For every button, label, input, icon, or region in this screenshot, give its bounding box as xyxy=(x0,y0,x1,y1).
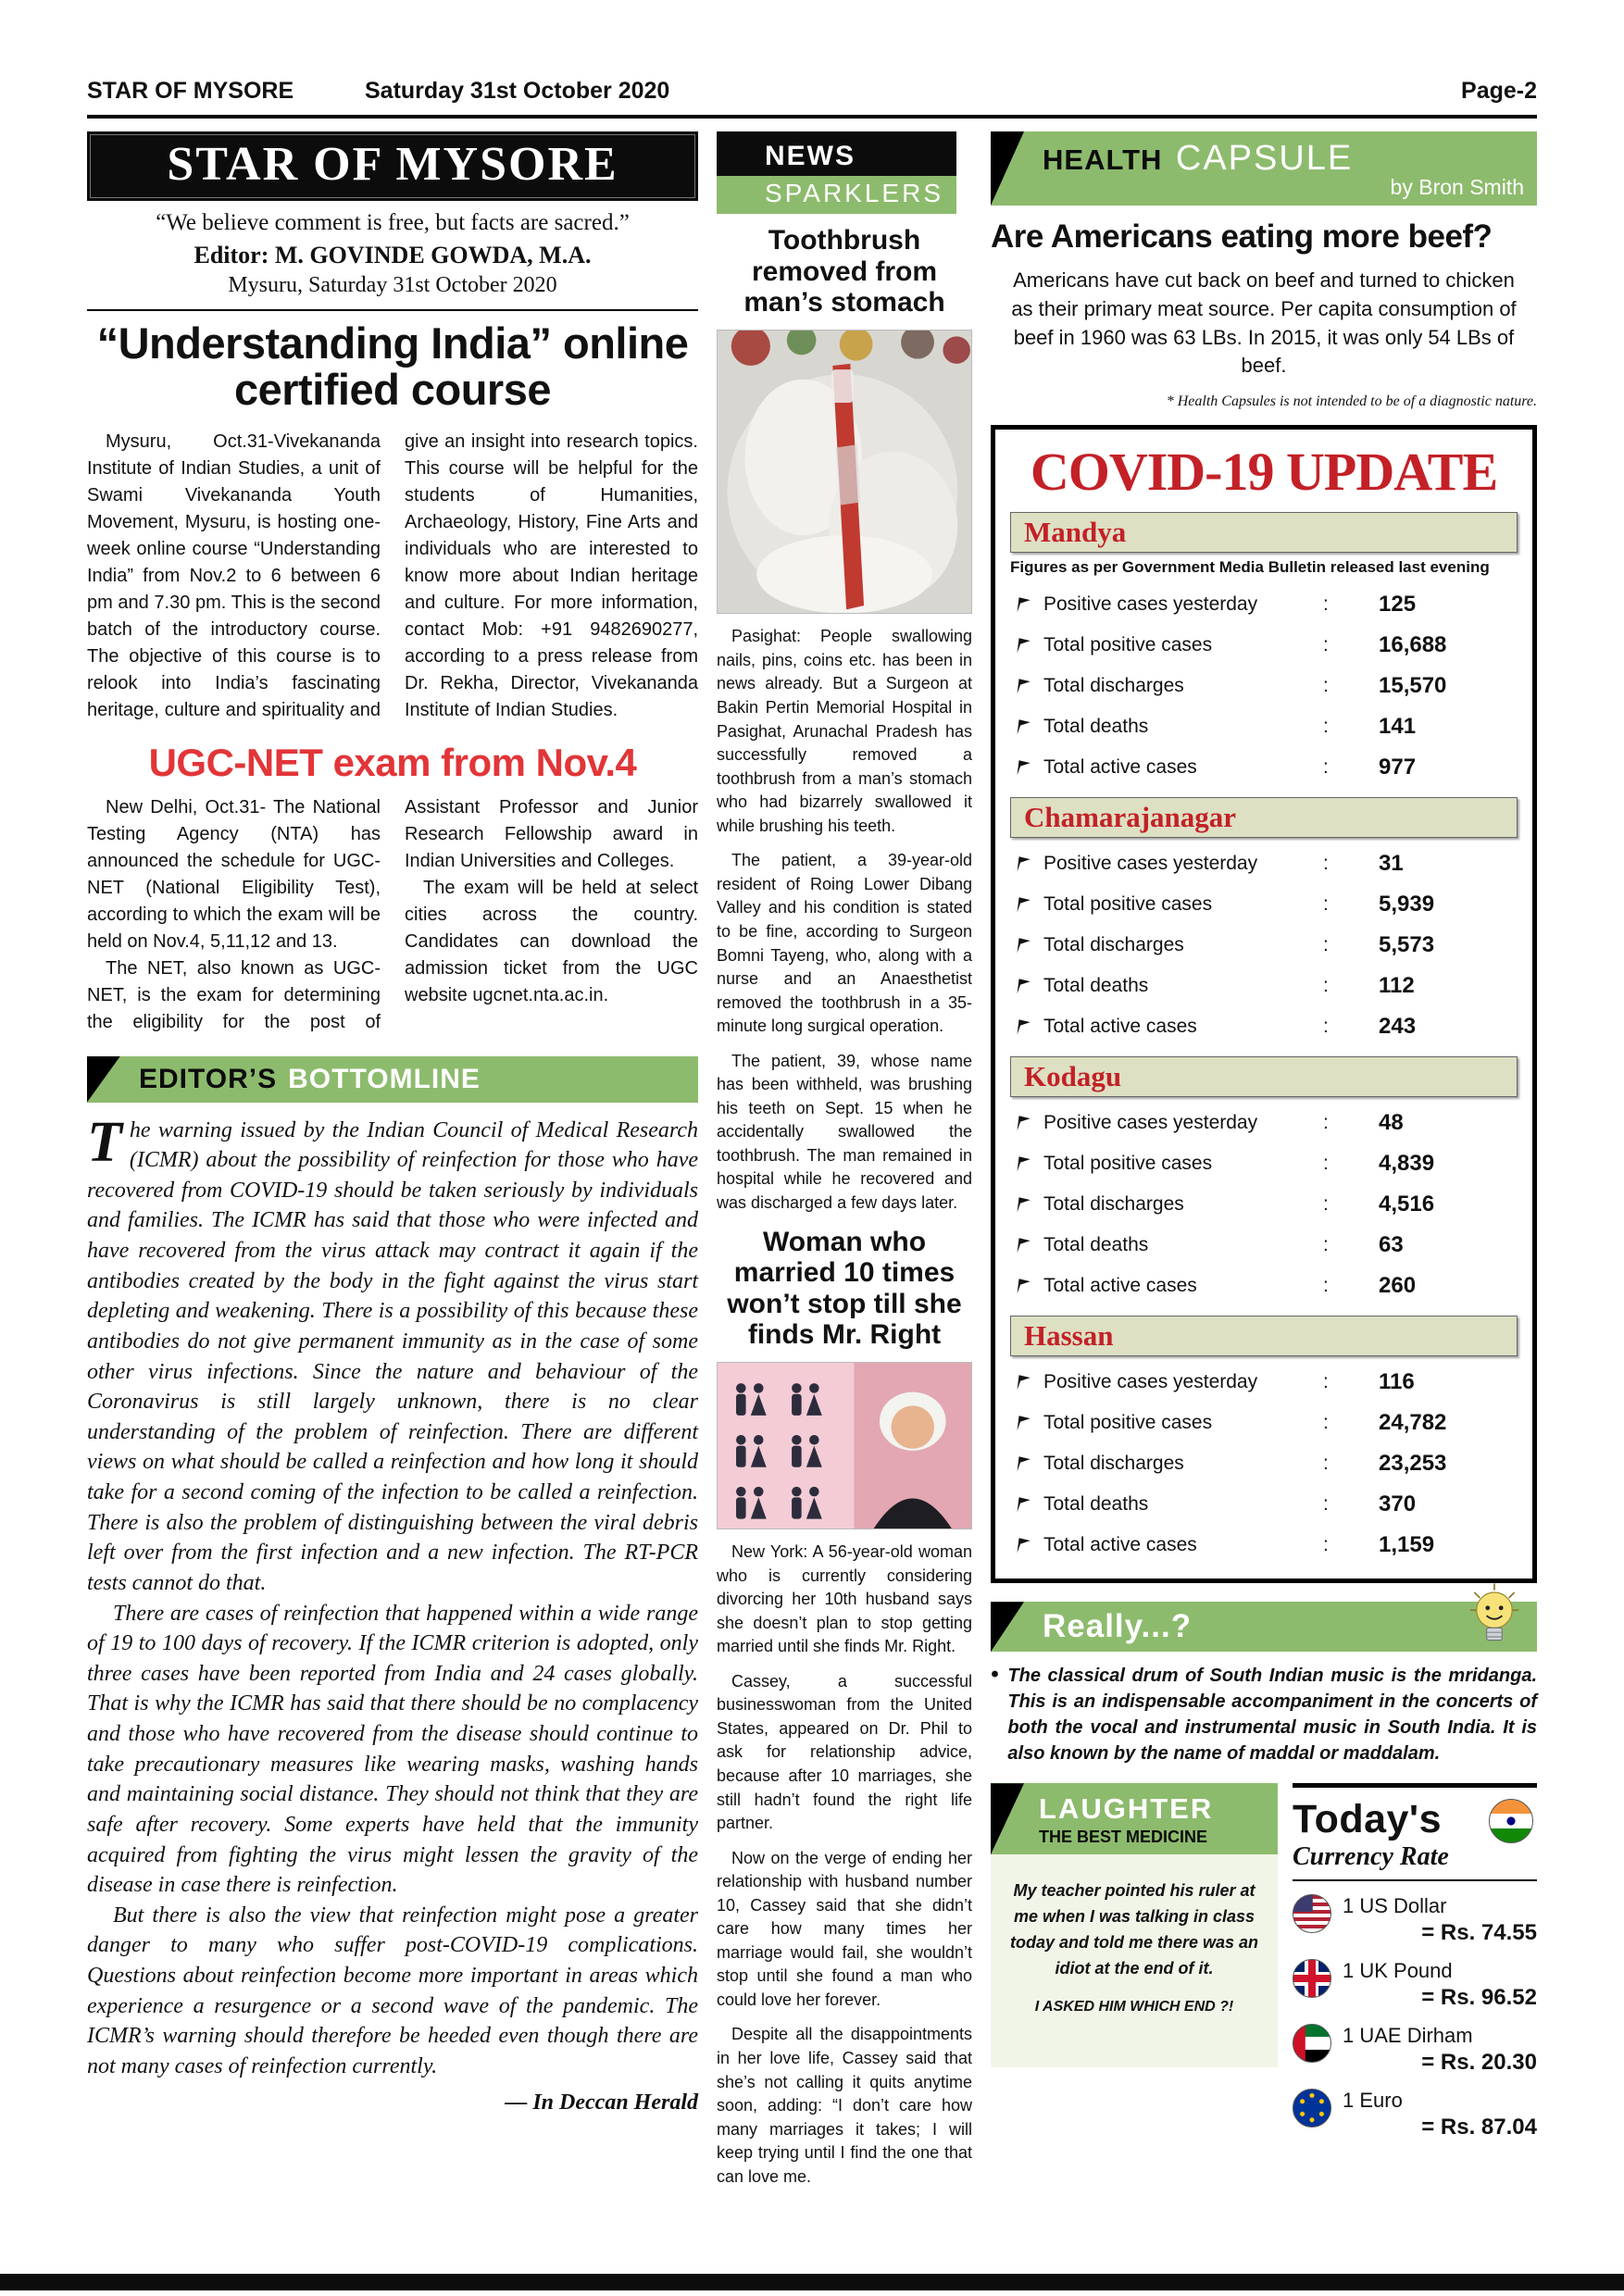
currency-rate: = Rs. 87.04 xyxy=(1421,2115,1537,2140)
covid-stat-label: Positive cases yesterday xyxy=(1043,1112,1258,1134)
covid-stat-label: Total positive cases xyxy=(1043,1412,1213,1434)
corner-fold-icon xyxy=(991,131,1024,206)
uae-flag-icon xyxy=(1293,2024,1331,2063)
flag-marker-icon xyxy=(1014,1415,1032,1431)
covid-stat-label: Total positive cases xyxy=(1043,634,1213,656)
page-bottom-edge xyxy=(0,2274,1624,2290)
header-page-number: Page-2 xyxy=(1461,78,1537,104)
bottomline-label: BOTTOMLINE xyxy=(288,1063,481,1094)
covid-stat-label: Total deaths xyxy=(1043,716,1149,738)
beef-body: Americans have cut back on beef and turned to chicken as their primary meat source. Per capita consumption of beef in 1960 was 63 LBs. In 2015, it was only 54 LBs of beef. xyxy=(1011,268,1517,378)
covid-stat-row xyxy=(1010,747,1518,788)
covid-stat-value: 116 xyxy=(1379,1369,1415,1395)
covid-update-title: COVID-19 UPDATE xyxy=(1030,442,1498,503)
laughter-title: LAUGHTER xyxy=(1039,1792,1214,1826)
married-article xyxy=(717,1541,972,2189)
covid-stat-row xyxy=(1010,884,1518,925)
covid-stat-value: 260 xyxy=(1379,1273,1417,1299)
really-banner xyxy=(991,1602,1537,1652)
header-date: Saturday 31st October 2020 xyxy=(365,78,670,104)
corner-fold-icon xyxy=(991,1783,1024,1854)
flag-marker-icon xyxy=(1014,1237,1032,1254)
covid-stat-value: 1,159 xyxy=(1379,1532,1435,1558)
toothbrush-story-image xyxy=(717,330,972,615)
sparklers-label: SPARKLERS xyxy=(717,176,956,214)
corner-fold-icon xyxy=(991,1602,1024,1652)
flag-marker-icon xyxy=(1014,1455,1032,1472)
covid-stat-label: Total discharges xyxy=(1043,1453,1184,1475)
really-fact-text: The classical drum of South Indian music is the mridanga. This is an indispensable accompaniment in the concerts of both the vocal and instrumental music in South India. It is also known by the name of maddal or maddalam. xyxy=(1007,1666,1537,1765)
covid-stat-row xyxy=(1010,1143,1518,1184)
colon: : xyxy=(1323,1412,1329,1434)
covid-stat-label: Total deaths xyxy=(1043,975,1149,997)
editorial-article xyxy=(87,1110,698,2118)
colon: : xyxy=(1323,675,1329,697)
colon: : xyxy=(1323,975,1329,997)
covid-stat-row xyxy=(1010,1103,1518,1143)
covid-stat-value: 5,939 xyxy=(1379,892,1435,917)
editorial-paragraph xyxy=(87,1110,698,1599)
covid-stat-label: Total active cases xyxy=(1043,756,1197,779)
colon: : xyxy=(1323,634,1329,656)
flag-marker-icon xyxy=(1014,759,1032,776)
flag-marker-icon xyxy=(1014,1537,1032,1554)
covid-stat-row xyxy=(1010,1184,1518,1225)
page-header xyxy=(87,78,1537,111)
bullet-icon: • xyxy=(991,1662,999,1688)
colon: : xyxy=(1323,1371,1329,1393)
covid-stat-row xyxy=(1010,1006,1518,1047)
colon: : xyxy=(1323,1493,1329,1516)
flag-marker-icon xyxy=(1014,596,1032,613)
covid-stat-row xyxy=(1010,666,1518,706)
currency-name: 1 Euro xyxy=(1343,2089,1403,2113)
colon: : xyxy=(1323,593,1329,616)
colon: : xyxy=(1323,853,1329,875)
header-divider xyxy=(87,115,1537,119)
covid-stat-value: 48 xyxy=(1379,1110,1404,1136)
currency-name: 1 UAE Dirham xyxy=(1343,2024,1473,2048)
health-capsule-byline: by Bron Smith xyxy=(1390,175,1524,199)
flag-marker-icon xyxy=(1014,1374,1032,1391)
left-column xyxy=(87,131,698,2200)
currency-rate: = Rs. 20.30 xyxy=(1421,2050,1537,2076)
colon: : xyxy=(1323,1234,1329,1256)
covid-district-banner xyxy=(1010,512,1518,553)
health-label: HEALTH xyxy=(1043,144,1163,176)
joke-punchline: I ASKED HIM WHICH END ?! xyxy=(1034,1998,1234,2015)
article-paragraph: New York: A 56-year-old woman who is currently considering divorcing her 10th husband says she doesn’t plan to stop getting married until she finds Mr. Right. xyxy=(717,1542,972,1656)
flag-marker-icon xyxy=(1014,637,1032,654)
currency-title: Today's xyxy=(1293,1797,1443,1842)
understanding-india-headline: “Understanding India” online certified course xyxy=(96,318,689,415)
covid-stat-value: 4,516 xyxy=(1379,1192,1435,1217)
article-paragraph: Now on the verge of ending her relationship with husband number 10, Cassey said that she didn’t care how many times her marriage would fail, she wouldn’t stop until she found a man who could love her forever. xyxy=(717,1848,972,2009)
covid-stat-row xyxy=(1010,1403,1518,1443)
flag-marker-icon xyxy=(1014,1278,1032,1294)
toothbrush-article xyxy=(717,625,972,1215)
article-paragraph: The NET, also known as UGC-NET, is the exam for determining the eligibility for the post of Assistant Professor and Junior Research Fellowship award in Indian Universities and Colleges. xyxy=(87,796,698,1032)
covid-stat-row xyxy=(1010,1225,1518,1266)
editorial-attribution: — In Deccan Herald xyxy=(505,2090,698,2115)
editors-bottomline-banner xyxy=(87,1056,698,1103)
covid-stat-label: Total deaths xyxy=(1043,1234,1149,1256)
flag-marker-icon xyxy=(1014,978,1032,994)
flag-marker-icon xyxy=(1014,718,1032,735)
colon: : xyxy=(1323,1534,1329,1556)
currency-box xyxy=(1293,1783,1537,2140)
flag-marker-icon xyxy=(1014,1115,1032,1131)
covid-stat-value: 5,573 xyxy=(1379,932,1435,958)
right-column xyxy=(991,131,1537,2200)
currency-name: 1 US Dollar xyxy=(1343,1894,1447,1918)
colon: : xyxy=(1323,934,1329,956)
covid-stat-value: 977 xyxy=(1379,755,1417,780)
covid-district-banner xyxy=(1010,1056,1518,1097)
currency-rate: = Rs. 74.55 xyxy=(1421,1920,1537,1946)
covid-stat-label: Positive cases yesterday xyxy=(1043,853,1258,875)
flag-marker-icon xyxy=(1014,855,1032,872)
flag-marker-icon xyxy=(1014,1155,1032,1172)
covid-stat-label: Positive cases yesterday xyxy=(1043,1371,1258,1393)
article-paragraph: Cassey, a successful businesswoman from the United States, appeared on Dr. Phil to ask for relationship advice, because after 10 marriages, she still hadn’t found the right life partner. xyxy=(717,1671,972,1833)
header-paper-name: STAR OF MYSORE xyxy=(87,78,294,104)
article-paragraph: Despite all the disappointments in her love life, Cassey said that she’s not calling it quits anytime soon, adding: “I don’t care how many marriages it takes; I will keep trying until I find the one that can love me. xyxy=(717,2025,972,2186)
colon: : xyxy=(1323,1112,1329,1134)
covid-stat-value: 31 xyxy=(1379,851,1404,877)
covid-district-name: Kodagu xyxy=(1024,1060,1122,1093)
covid-stat-row xyxy=(1010,1484,1518,1525)
covid-source-note: Figures as per Government Media Bulletin released last evening xyxy=(1010,558,1490,577)
covid-stat-value: 15,570 xyxy=(1379,673,1447,699)
article-paragraph: Pasighat: People swallowing nails, pins, coins etc. has been in news already. But a Surgeon at Bakin Pertin Memorial Hospital in Pasighat, Arunachal Pradesh has successfully removed a toothbrush from a man’s stomach who had bizarrely swallowed it while brushing his teeth. xyxy=(717,627,972,835)
colon: : xyxy=(1323,1275,1329,1297)
toothbrush-headline: Toothbrush removed from man’s stomach xyxy=(743,225,945,318)
bottom-row xyxy=(991,1783,1537,2140)
corner-fold-icon xyxy=(87,1056,120,1103)
masthead-dateline: Mysuru, Saturday 31st October 2020 xyxy=(228,273,557,297)
flag-marker-icon xyxy=(1014,1018,1032,1035)
married-story-image xyxy=(717,1362,972,1529)
editorial-paragraph: But there is also the view that reinfection might pose a greater danger to many who suffer post-COVID-19 complications. Questions about reinfection become more important in areas which experience a resurgence or a second wave of the pandemic. The ICMR’s warning should therefore be heeded even though there are not many cases of reinfection currently. xyxy=(87,1903,698,2078)
currency-subtitle: Currency Rate xyxy=(1293,1842,1449,1872)
ugc-net-headline: UGC-NET exam from Nov.4 xyxy=(148,740,637,784)
covid-district-name: Chamarajanagar xyxy=(1024,801,1237,834)
laughter-body xyxy=(991,1854,1278,2067)
covid-stat-label: Total discharges xyxy=(1043,934,1184,956)
beef-headline: Are Americans eating more beef? xyxy=(991,218,1493,255)
currency-row xyxy=(1293,1894,1537,1946)
flag-marker-icon xyxy=(1014,1496,1032,1513)
covid-district-banner xyxy=(1010,797,1518,838)
laughter-banner xyxy=(991,1783,1278,1854)
covid-stat-row xyxy=(1010,1525,1518,1566)
covid-stat-label: Total positive cases xyxy=(1043,893,1213,916)
health-capsule-banner xyxy=(991,131,1537,206)
covid-stat-label: Total discharges xyxy=(1043,1193,1184,1216)
euro-flag-icon xyxy=(1293,2089,1331,2128)
currency-row xyxy=(1293,2089,1537,2140)
uk-flag-icon xyxy=(1293,1959,1331,1998)
ugc-net-article xyxy=(87,794,698,1036)
editorial-paragraph: There are cases of reinfection that happened within a wide range of 19 to 100 days of recovery. If the ICMR criterion is adopted, only three cases have been reported from India and 24 cases globally. That is why the ICMR has said that there should be no complacency and those who have recovered from the disease should continue to take precautionary measures like wearing masks, washing hands and maintaining social distance. They should not think that they are safe after recovery. Some experts have held that the immunity acquired from fighting the virus might lessen the gravity of the disease in case there is reinfection. xyxy=(87,1601,698,1898)
flag-marker-icon xyxy=(1014,1196,1032,1213)
flag-marker-icon xyxy=(1014,896,1032,913)
covid-district-name: Hassan xyxy=(1024,1319,1114,1353)
covid-stat-value: 112 xyxy=(1379,973,1415,999)
colon: : xyxy=(1323,756,1329,779)
capsule-label: CAPSULE xyxy=(1175,139,1354,178)
currency-row xyxy=(1293,1959,1537,2011)
us-flag-icon xyxy=(1293,1894,1331,1933)
covid-stat-label: Total active cases xyxy=(1043,1016,1197,1038)
covid-stat-label: Total positive cases xyxy=(1043,1153,1213,1175)
covid-stat-value: 125 xyxy=(1379,592,1417,618)
currency-name: 1 UK Pound xyxy=(1343,1959,1453,1983)
covid-stat-value: 370 xyxy=(1379,1491,1417,1517)
editors-label: EDITOR’S xyxy=(139,1063,278,1094)
masthead-title: STAR OF MYSORE xyxy=(87,131,698,201)
article-paragraph: The patient, 39, whose name has been withheld, was brushing his teeth on Sept. 15 when he accidentally swallowed the toothbrush. The man remained in hospital while he recovered and was discharged a few days later. xyxy=(717,1051,972,1212)
masthead-divider xyxy=(87,309,698,311)
editorial-paragraph-text: he warning issued by the Indian Council of Medical Research (ICMR) about the possibility of reinfection for those who have recovered from COVID-19 should be taken seriously by individuals and families. The ICMR has said that those who were infected and have recovered from the virus attack may contract it again if the antibodies created by the body in the fight against the virus start depleting and weakening. There is a possibility of this because these antibodies do not give permanent immunity as in the case of some other virus infections. Since the nature and behaviour of the Coronavirus is still largely unknown, there is no clear understanding of the problem of reinfection. There are different views on what should be called a reinfection and how long it should take for a second coming of the infection to be called a reinfection. There is also the problem of distinguishing between the viral debris left over from the first infection and a new infection. The RT-PCR tests cannot do that. xyxy=(87,1117,698,1595)
covid-stat-row xyxy=(1010,1362,1518,1403)
covid-stat-value: 23,253 xyxy=(1379,1451,1447,1477)
colon: : xyxy=(1323,1193,1329,1216)
really-title: Really...? xyxy=(1043,1608,1193,1645)
currency-row xyxy=(1293,2024,1537,2076)
article-paragraph: Mysuru, Oct.31-Vivekananda Institute of Indian Studies, a unit of Swami Vivekananda Youth Movement, Mysuru, is hosting one-week online course “Understanding India” from Nov.2 to 6 between 6 pm and 7.30 pm. This is the second batch of the introductory course. The objective of this course is to relook into India’s fascinating heritage, culture and spirituality and give an insight into research topics. This course will be helpful for the students of Humanities, Archaeology, History, Fine Arts and individuals who are interested to know more about Indian heritage and culture. For more information, contact Mob: +91 9482690277, according to a press release from Dr. Rekha, Director, Vivekananda Institute of Indian Studies. xyxy=(87,430,698,720)
covid-stat-value: 141 xyxy=(1379,714,1417,740)
article-paragraph: The patient, a 39-year-old resident of Roing Lower Dibang Valley and his condition is stated to be fine, according to Surgeon Bomni Tayeng, who, along with a nurse and an Anaesthetist removed the toothbrush in a 35-minute long surgical operation. xyxy=(717,851,972,1036)
article-paragraph: New Delhi, Oct.31- The National Testing Agency (NTA) has announced the schedule for UGC-NET (National Eligibility Test), according to which the exam will be held on Nov.4, 5,11,12 and 13. xyxy=(87,796,381,952)
flag-marker-icon xyxy=(1014,937,1032,954)
article-paragraph: The exam will be held at select cities across the country. Candidates can download the admission ticket from the UGC website ugcnet.nta.ac.in. xyxy=(405,877,698,1005)
currency-header xyxy=(1293,1797,1537,1881)
covid-stat-label: Total discharges xyxy=(1043,675,1184,697)
health-capsule-note: * Health Capsules is not intended to be of a diagnostic nature. xyxy=(1166,393,1537,410)
currency-rate: = Rs. 96.52 xyxy=(1421,1985,1537,2011)
covid-district-banner xyxy=(1010,1316,1518,1356)
covid-update-box xyxy=(991,425,1537,1583)
covid-stat-value: 24,782 xyxy=(1379,1410,1447,1436)
drop-cap: T xyxy=(87,1110,122,1174)
colon: : xyxy=(1323,1153,1329,1175)
covid-stat-row xyxy=(1010,843,1518,884)
middle-column xyxy=(717,131,972,2200)
bulb-cartoon-icon xyxy=(1461,1581,1528,1648)
news-sparklers-banner xyxy=(717,131,972,214)
covid-stat-label: Total active cases xyxy=(1043,1275,1197,1297)
covid-stat-row xyxy=(1010,1443,1518,1484)
colon: : xyxy=(1323,716,1329,738)
india-flag-icon xyxy=(1489,1799,1533,1843)
colon: : xyxy=(1323,1453,1329,1475)
understanding-india-article xyxy=(87,429,698,724)
covid-stat-value: 243 xyxy=(1379,1014,1417,1040)
covid-stat-row xyxy=(1010,625,1518,666)
covid-stat-row xyxy=(1010,1266,1518,1306)
covid-stat-row xyxy=(1010,966,1518,1006)
laughter-box xyxy=(991,1783,1278,2140)
masthead-motto: “We believe comment is free, but facts are sacred.” xyxy=(156,210,630,235)
colon: : xyxy=(1323,893,1329,916)
colon: : xyxy=(1323,1016,1329,1038)
covid-stat-value: 63 xyxy=(1379,1232,1404,1258)
covid-stat-label: Total active cases xyxy=(1043,1534,1197,1556)
page-content xyxy=(87,131,1537,2200)
flag-marker-icon xyxy=(1014,678,1032,694)
covid-stat-label: Total deaths xyxy=(1043,1493,1149,1516)
laughter-subtitle: THE BEST MEDICINE xyxy=(1039,1828,1208,1847)
covid-stat-label: Positive cases yesterday xyxy=(1043,593,1258,616)
married-headline: Woman who married 10 times won’t stop till she finds Mr. Right xyxy=(727,1226,962,1351)
covid-stat-row xyxy=(1010,706,1518,747)
covid-stat-value: 4,839 xyxy=(1379,1151,1435,1177)
covid-stat-value: 16,688 xyxy=(1379,632,1447,658)
joke-text: My teacher pointed his ruler at me when I was talking in class today and told me there was an idiot at the end of it. xyxy=(1009,1881,1259,1978)
covid-district-name: Mandya xyxy=(1024,516,1127,549)
covid-stat-row xyxy=(1010,925,1518,966)
news-label: NEWS xyxy=(717,131,956,176)
covid-stat-row xyxy=(1010,584,1518,625)
really-fact xyxy=(991,1663,1537,1766)
masthead-editor: Editor: M. GOVINDE GOWDA, M.A. xyxy=(194,242,592,268)
